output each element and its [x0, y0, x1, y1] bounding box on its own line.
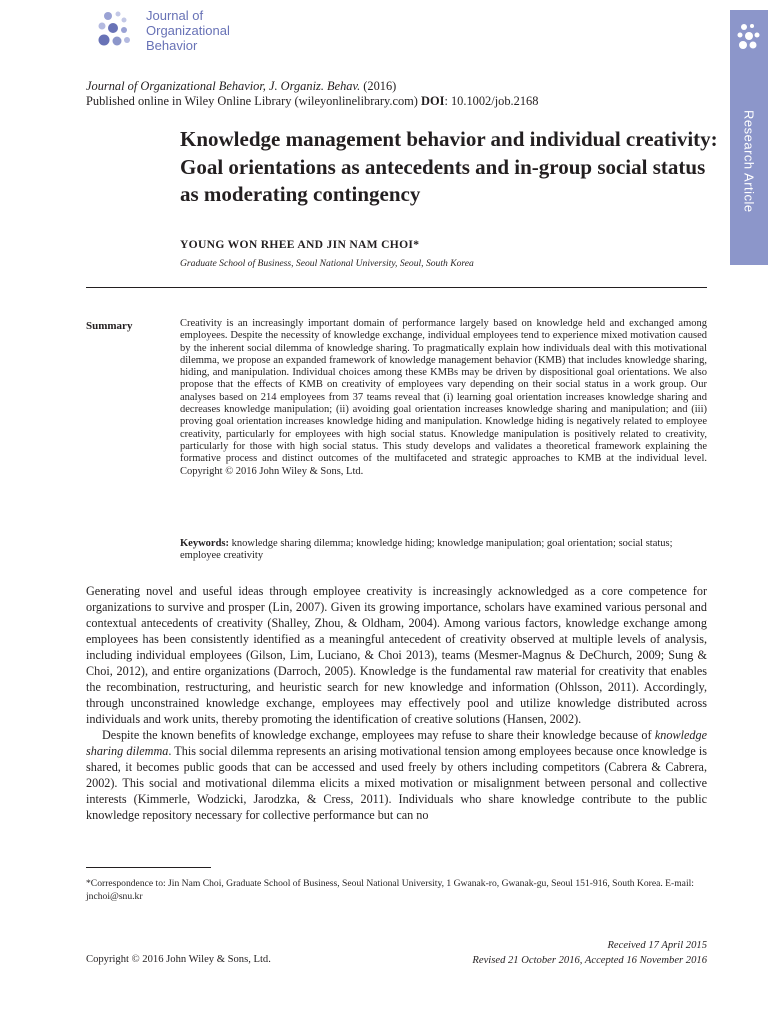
header-divider — [86, 287, 707, 288]
body-paragraph-1: Generating novel and useful ideas through employee creativity is increasingly acknowledged as a core competence for organizations to survive and prosper (Lin, 2007). Given its growing importance, scholars have examined various personal and contextual antecedents of creativity (Shalley, Zhou, & Oldham, 2004). Among various factors, knowledge exchange among employees has been consistently identified as a meaningful antecedent of creativity observed at multiple levels of analysis, including individual employees (Gilson, Lim, Luciano, & Choi 2013), teams (Mesmer-Magnus & DeChurch, 2009; Sung & Choi, 2012), and entire organizations (Darroch, 2005). Knowledge is the fundamental raw material for creativity that enables the recombination, restructuring, and heuristic search for new knowledge and information (Ohlsson, 2011). Accordingly, through unconstrained knowledge exchange, employees may effectively pool and utilize knowledge distributed across individuals and work units, thereby promoting the identification of creative solutions (Hansen, 2002). — [86, 584, 707, 726]
doi-line — [86, 94, 706, 109]
doi-label: DOI — [421, 94, 445, 108]
journal-logo-line1: Journal of — [146, 8, 204, 23]
article-dates — [400, 938, 707, 968]
summary-label: Summary — [86, 320, 133, 332]
article-body — [86, 583, 707, 823]
journal-logo-line3: Behavior — [146, 38, 198, 53]
journal-logo-text — [146, 8, 230, 53]
body-paragraph-2 — [86, 727, 707, 823]
journal-logo-line2: Organizational — [146, 23, 230, 38]
correspondence-footnote: *Correspondence to: Jin Nam Choi, Graduate School of Business, Seoul National University, 1 Gwanak-ro, Gwanak-gu, Seoul 151-916, South Korea. E-mail: jnchoi@snu.kr — [86, 878, 694, 902]
footnote-divider — [86, 867, 211, 868]
doi-value: : 10.1002/job.2168 — [444, 94, 539, 108]
journal-logo-dots-icon — [96, 10, 136, 58]
citation-journal: Journal of Organizational Behavior, J. Organiz. Behav. — [86, 79, 361, 93]
copyright-notice: Copyright © 2016 John Wiley & Sons, Ltd. — [86, 954, 271, 965]
paragraph2-term: knowledge sharing dilemma — [86, 728, 707, 758]
article-type-label: Research Article — [741, 110, 757, 213]
keywords-text: knowledge sharing dilemma; knowledge hiding; knowledge manipulation; goal orientation; social status; employee creativity — [180, 538, 673, 562]
journal-logo — [96, 8, 276, 60]
summary-text: Creativity is an increasingly important domain of performance largely based on knowledge held and exchanged among employees. Despite the necessity of knowledge exchange, individual employees tend to experience mixed motivation caused by the inherent social dilemma of knowledge sharing. To pragmatically explain how individuals deal with this motivational dilemma, we propose an expanded framework of knowledge management behavior (KMB) that includes knowledge sharing, hiding, and manipulation. Individual choices among these KMBs may be driven by dispositional goal orientations. We also propose that the effects of KMB on creativity of employees vary depending on their social status in a work group. Our analyses based on 214 employees from 37 teams reveal that (i) learning goal orientation increases knowledge sharing and decreases knowledge manipulation; (ii) avoiding goal orientation increases knowledge sharing and manipulation; and (iii) proving goal orientation increases knowledge hiding and manipulation. Knowledge hiding is negatively related to employee creativity, particularly for employees with high social status. Knowledge manipulation is positively related to creativity, particularly for those with high social status. This study develops and validates a theoretical framework explaining the formative process and distinct outcomes of the multifaceted and strategic approaches to KMB at the individual level. Copyright © 2016 John Wiley & Sons, Ltd. — [180, 318, 707, 477]
article-title: Knowledge management behavior and individual creativity: Goal orientations as antecedents and in-group social status as moderating contingency — [180, 127, 718, 206]
publication-info — [86, 79, 706, 109]
side-tab-dots-icon — [735, 22, 763, 52]
article-type-tab — [730, 10, 768, 265]
keywords — [180, 538, 707, 563]
revised-accepted-date: Revised 21 October 2016, Accepted 16 November 2016 — [472, 955, 707, 966]
author-affiliation: Graduate School of Business, Seoul National University, Seoul, South Korea — [180, 258, 474, 269]
article-authors: YOUNG WON RHEE AND JIN NAM CHOI* — [180, 238, 420, 251]
paragraph2-start: Despite the known benefits of knowledge exchange, employees may refuse to share their knowledge because of — [102, 728, 655, 742]
paragraph2-rest: . This social dilemma represents an arising motivational tension among employees because once knowledge is shared, it becomes public goods that can be accessed and used freely by others including competitors (Cabrera & Cabrera, 2002). This social and motivational dilemma elicits a mixed motivation or misalignment between personal and collective interests (Kimmerle, Wodzicki, Jarodzka, & Cress, 2011). Individuals who share knowledge contribute to the public knowledge repository necessary for collective performance but can no — [86, 744, 707, 822]
keywords-label: Keywords: — [180, 538, 229, 549]
published-online-text: Published online in Wiley Online Library (wileyonlinelibrary.com) — [86, 94, 422, 108]
citation-year: (2016) — [360, 79, 397, 93]
citation-line — [86, 79, 706, 94]
received-date: Received 17 April 2015 — [607, 940, 707, 951]
